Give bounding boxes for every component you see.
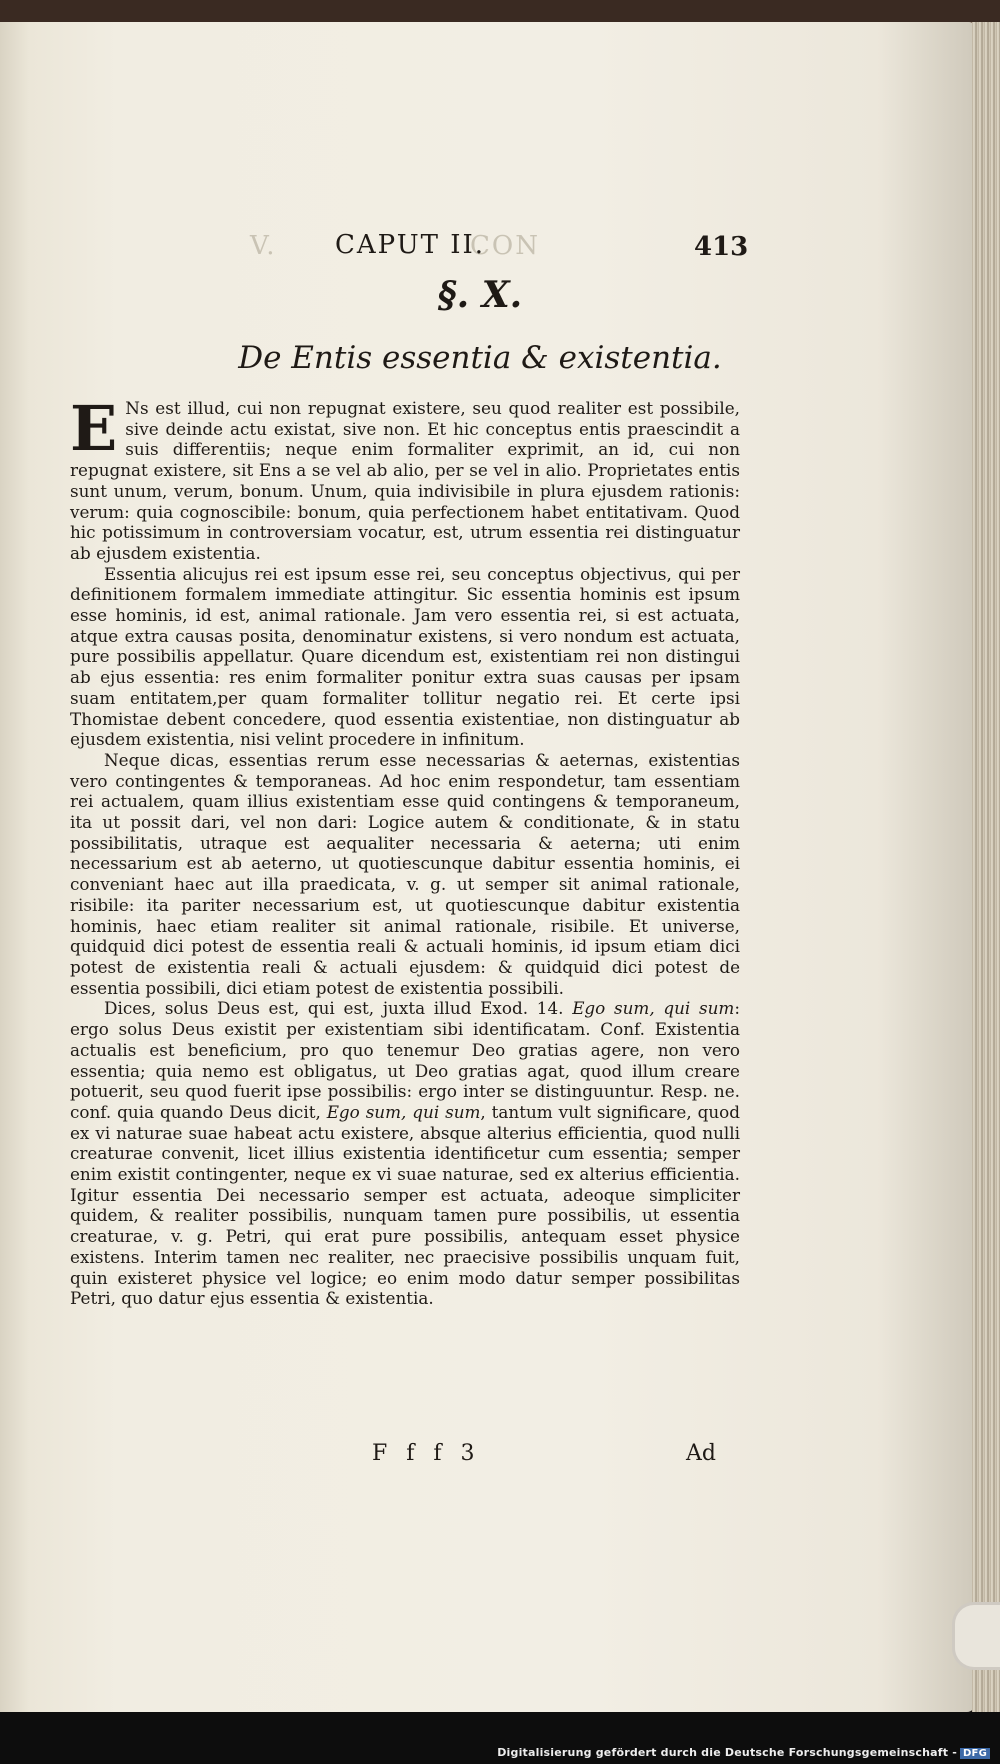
- credit-text: Digitalisierung gefördert durch die Deutsche Forschungsgemeinschaft -: [497, 1746, 958, 1759]
- digitization-credit: [497, 1746, 990, 1759]
- scanner-clip: [952, 1602, 1000, 1670]
- body-text: [70, 392, 741, 1309]
- dfg-logo: DFG: [960, 1748, 990, 1759]
- show-through-text: CON: [470, 231, 540, 261]
- paragraph: [70, 998, 740, 1309]
- paragraph-text: Dices, solus Deus est, qui est, juxta illud Exod. 14.: [104, 998, 573, 1019]
- scripture-quote: Ego sum, qui sum: [326, 1101, 481, 1122]
- signature-mark: F f f 3: [372, 1441, 481, 1466]
- show-through-text: V.: [250, 231, 277, 261]
- paragraph: [70, 750, 740, 998]
- running-head: CAPUT II.: [335, 230, 486, 260]
- book-page: [0, 22, 975, 1712]
- page-edges: [972, 22, 1000, 1712]
- paragraph-text: , tantum vult significare, quod ex vi naturae suae habeat actu existere, absque alterius efficientia, quod nulli creaturae convenit, licet illius existentia identificetur cum essentia; semper enim existit contingenter, neque ex vi suae naturae, sed ex alterius efficientia. Igitur essentia Dei necessario semper est actuata, adeoque simpliciter quidem, & realiter possibilis, nunquam tamen pure possibilis, ut essentia creaturae, v. g. Petri, qui erat pure possibilis, antequam esset physice existens. Interim tamen nec realiter, nec praecisive possibilis unquam fuit, quin existeret physice vel logice; eo enim modo datur semper possibilitas Petri, quo datur ejus essentia & existentia.: [70, 1101, 740, 1309]
- drop-cap: E: [70, 392, 118, 465]
- paragraph: [70, 392, 740, 564]
- paragraph-text: Neque dicas, essentias rerum esse necessarias & aeternas, existentias vero contingentes & temporaneas. Ad hoc enim respondetur, tam essentiam rei actualem, quam illius existentiam esse quid contingens & temporaneum, ita ut possit dari, vel non dari: Logice autem & conditionate, & in statu possibilitatis, utraque est aequaliter necessaria & aeterna; uti enim necessarium est ab aeterno, ut quotiescunque dabitur essentia hominis, ei conveniant haec aut illa praedicata, v. g. ut semper sit animal rationale, risibile: ita pariter necessarium est, ut quotiescunque dabitur existentia hominis, haec etiam realiter sit animal rationale, risibile. Et universe, quidquid dici potest de essentia reali & actuali hominis, id ipsum etiam dici potest de existentia reali & actuali ejusdem: & quidquid dici potest de essentia possibili, dici etiam potest de existentia possibili.: [70, 749, 740, 998]
- section-number: §. X.: [437, 274, 523, 316]
- paragraph-text: : ergo solus Deus existit per existentiam sibi identificatam. Conf. Existentia actualis est beneficium, pro quo tenemur Deo gratias agere, non vero essentia; quia nemo est obligatus, ut Deo gratias agat, quod illum creare potuerit, seu quod fuerit ipse possibilis: ergo inter se distinguuntur. Resp. ne. conf. quia quando Deus dicit,: [70, 998, 741, 1122]
- paragraph: [70, 564, 740, 750]
- catchword: Ad: [686, 1441, 716, 1466]
- page-number: 413: [694, 232, 749, 262]
- section-heading: De Entis essentia & existentia.: [238, 340, 722, 376]
- paragraph-text: Essentia alicujus rei est ipsum esse rei, seu conceptus objectivus, qui per definitionem formalem immediate attingitur. Sic essentia hominis est ipsum esse hominis, id est, animal rationale. Jam vero essentia rei, si est actuata, atque extra causas posita, denominatur existens, si vero nondum est actuata, pure possibilis appellatur. Quare dicendum est, existentiam rei non distingui ab ejus essentia: res enim formaliter ponitur extra suas causas per ipsam suam entitatem,per quam formaliter tollitur negatio rei. Et certe ipsi Thomistae debent concedere, quod essentia existentiae, non distinguatur ab ejusdem existentia, nisi velint procedere in infinitum.: [70, 563, 740, 750]
- scripture-quote: Ego sum, qui sum: [572, 998, 735, 1019]
- paragraph-text: Ns est illud, cui non repugnat existere, seu quod realiter est possibile, sive deinde actu existat, sive non. Et hic conceptus entis praescindit a suis differentiis; neque enim formaliter exprimit, an id, cui non repugnat existere, sit Ens a se vel ab alio, per se vel in alio. Proprietates entis sunt unum, verum, bonum. Unum, quia indivisibile in plura ejusdem rationis: verum: quia cognoscibile: bonum, quia perfectionem habet entitativam. Quod hic potissimum in controversiam vocatur, est, utrum essentia rei distinguatur ab ejusdem existentia.: [70, 398, 740, 563]
